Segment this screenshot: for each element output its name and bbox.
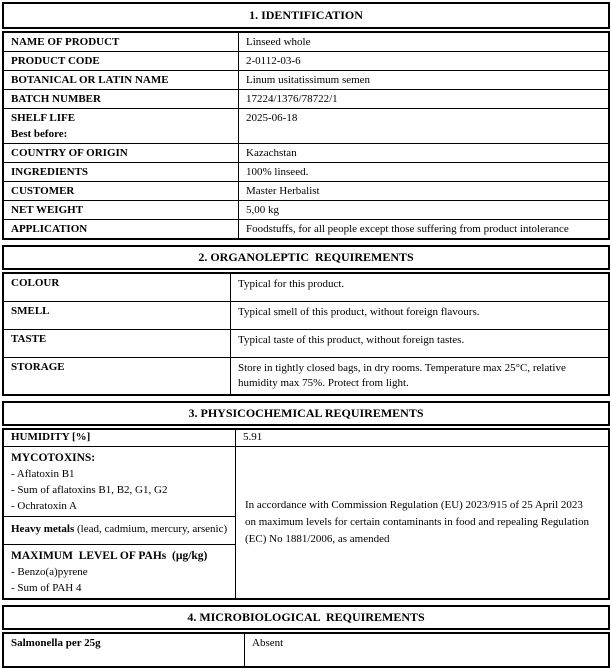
section-1-identification-header: 1. IDENTIFICATION bbox=[2, 2, 610, 29]
row-label: COUNTRY OF ORIGIN bbox=[3, 144, 239, 163]
row-label: BATCH NUMBER bbox=[3, 90, 239, 109]
table-row bbox=[3, 182, 609, 201]
section-2-organoleptic-header: 2. ORGANOLEPTIC REQUIREMENTS bbox=[2, 245, 610, 270]
row-value: 2-0112-03-6 bbox=[239, 52, 610, 71]
row-value: Typical taste of this product, without foreign tastes. bbox=[231, 329, 610, 357]
table-row bbox=[3, 90, 609, 109]
table-row bbox=[3, 52, 609, 71]
table-row bbox=[3, 429, 609, 447]
identification-table bbox=[2, 31, 610, 240]
mycotoxins-cell bbox=[3, 447, 236, 517]
table-row bbox=[3, 109, 609, 144]
best-before-label: Best before: bbox=[11, 128, 68, 140]
table-row bbox=[3, 329, 609, 357]
table-row bbox=[3, 447, 609, 517]
table-row bbox=[3, 357, 609, 395]
table-row bbox=[3, 220, 609, 240]
row-label: SMELL bbox=[3, 301, 231, 329]
mycotoxin-item: - Ochratoxin A bbox=[11, 500, 77, 512]
table-row bbox=[3, 633, 609, 667]
humidity-value: 5.91 bbox=[236, 429, 610, 447]
row-label: BOTANICAL OR LATIN NAME bbox=[3, 71, 239, 90]
pah-cell bbox=[3, 545, 236, 600]
shelf-life-label: SHELF LIFE bbox=[11, 112, 76, 124]
heavy-metals-cell bbox=[3, 517, 236, 545]
mycotoxin-item: - Sum of aflatoxins B1, B2, G1, G2 bbox=[11, 484, 168, 496]
row-label: STORAGE bbox=[3, 357, 231, 395]
table-row bbox=[3, 71, 609, 90]
heavy-metals-label: Heavy metals bbox=[11, 523, 75, 535]
table-row bbox=[3, 32, 609, 52]
table-row bbox=[3, 144, 609, 163]
row-label: TASTE bbox=[3, 329, 231, 357]
row-label: NET WEIGHT bbox=[3, 201, 239, 220]
humidity-label: HUMIDITY [%] bbox=[3, 429, 236, 447]
row-value: Typical smell of this product, without foreign flavours. bbox=[231, 301, 610, 329]
row-label: COLOUR bbox=[3, 273, 231, 301]
row-value: Foodstuffs, for all people except those suffering from product intolerance bbox=[239, 220, 610, 240]
row-value: Linseed whole bbox=[239, 32, 610, 52]
section-3-physicochemical-header: 3. PHYSICOCHEMICAL REQUIREMENTS bbox=[2, 401, 610, 426]
row-value: Linum usitatissimum semen bbox=[239, 71, 610, 90]
pah-item: - Benzo(a)pyrene bbox=[11, 566, 88, 578]
row-value: Kazachstan bbox=[239, 144, 610, 163]
organoleptic-table bbox=[2, 272, 610, 396]
row-value: Master Herbalist bbox=[239, 182, 610, 201]
row-label: NAME OF PRODUCT bbox=[3, 32, 239, 52]
row-value: Store in tightly closed bags, in dry rooms. Temperature max 25°C, relative humidity max 75%. Protect from light. bbox=[231, 357, 610, 395]
row-value: Absent bbox=[245, 633, 610, 667]
microbiological-table bbox=[2, 632, 610, 668]
table-row bbox=[3, 201, 609, 220]
row-value: 100% linseed. bbox=[239, 163, 610, 182]
row-label: CUSTOMER bbox=[3, 182, 239, 201]
table-row bbox=[3, 163, 609, 182]
mycotoxins-title: MYCOTOXINS: bbox=[11, 452, 96, 464]
pah-item: - Sum of PAH 4 bbox=[11, 582, 82, 594]
row-value: Typical for this product. bbox=[231, 273, 610, 301]
row-label bbox=[3, 109, 239, 144]
row-label: INGREDIENTS bbox=[3, 163, 239, 182]
regulation-note: In accordance with Commission Regulation (EU) 2023/915 of 25 April 2023 on maximum levels for certain contaminants in food and repealing Regulation (EC) No 1881/2006, as amended bbox=[236, 447, 610, 600]
row-value: 2025-06-18 bbox=[239, 109, 610, 144]
row-label: PRODUCT CODE bbox=[3, 52, 239, 71]
mycotoxin-item: - Aflatoxin B1 bbox=[11, 468, 75, 480]
table-row bbox=[3, 273, 609, 301]
physicochemical-table bbox=[2, 428, 610, 600]
heavy-metals-detail: (lead, cadmium, mercury, arsenic) bbox=[74, 523, 228, 535]
table-row bbox=[3, 301, 609, 329]
pah-title: MAXIMUM LEVEL OF PAHs (µg/kg) bbox=[11, 550, 208, 562]
section-4-microbiological-header: 4. MICROBIOLOGICAL REQUIREMENTS bbox=[2, 605, 610, 630]
row-value: 17224/1376/78722/1 bbox=[239, 90, 610, 109]
row-label: Salmonella per 25g bbox=[3, 633, 245, 667]
row-value: 5,00 kg bbox=[239, 201, 610, 220]
row-label: APPLICATION bbox=[3, 220, 239, 240]
